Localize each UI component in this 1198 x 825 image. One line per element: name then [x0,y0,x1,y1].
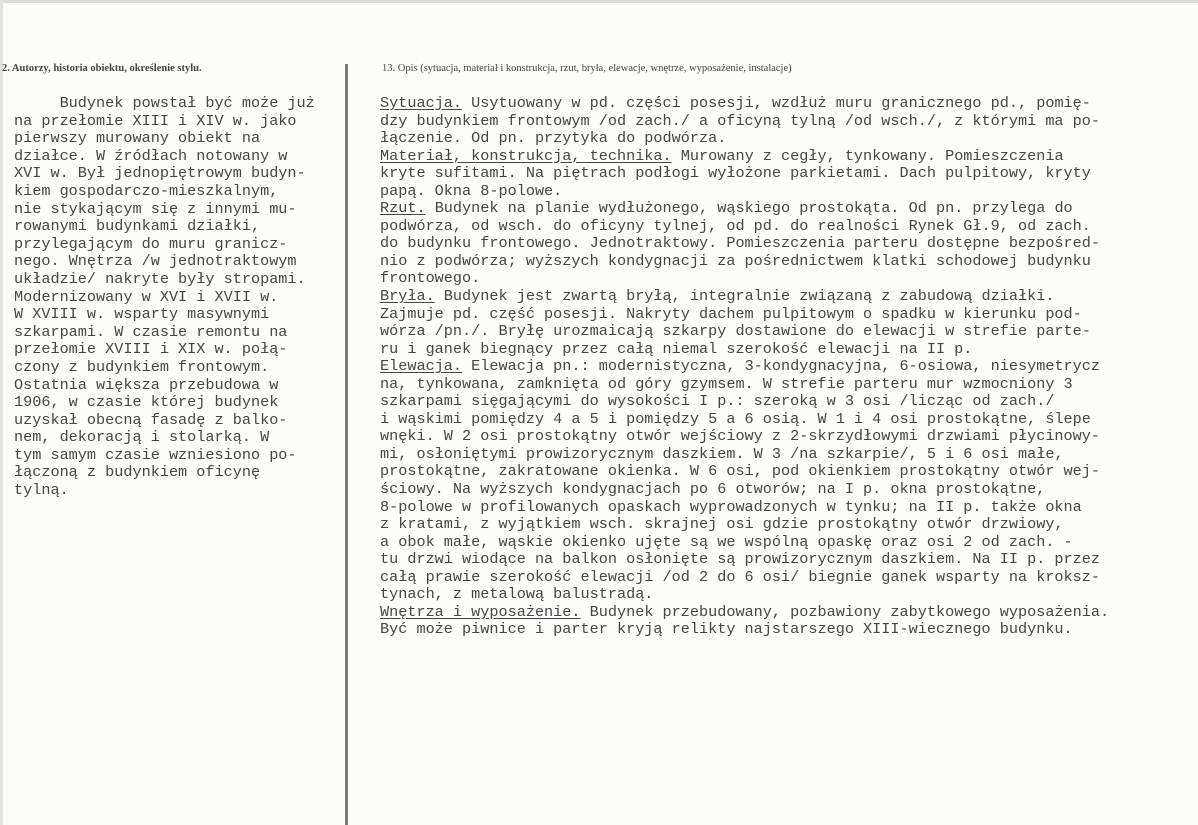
description-line [380,481,1195,499]
section-text: na, tynkowana, zamknięta od góry gzymsem. W strefie parteru mur wzmocniony 3 [380,374,1073,393]
section-heading: Materiał, konstrukcja, technika. [380,146,672,165]
history-text [14,95,344,500]
description-line [380,499,1195,517]
description-line [380,235,1195,253]
section-text: wnęki. W 2 osi prostokątny otwór wejściowy z 2-skrzydłowymi drzwiami płycinowy- [380,427,1101,446]
section-text: prostokątne, zakratowane okienka. W 6 osi, pod okienkiem prostokątny otwór wej- [380,462,1101,481]
history-line: czony z budynkiem frontowym. [14,357,270,376]
description-line [380,165,1195,183]
section-text: mi, osłoniętymi prowizorycznym daszkiem. W 3 /na szkarpie/, 5 i 6 osi małe, [380,444,1064,463]
description-line [380,516,1195,534]
section-text: szkarpami sięgającymi do wysokości I p.: szeroką w 3 osi /licząc od zach./ [380,392,1055,411]
history-line: rowanymi budynkami działki, [14,217,261,236]
section-text: z kratami, z wyjątkiem wsch. skrajnej osi gdzie prostokątny otwór drzwiowy, [380,515,1064,534]
description-line [380,183,1195,201]
description-line [380,393,1195,411]
section-text: wórza /pn./. Bryłę urozmaicają szkarpy dostawione do elewacji w strefie parte- [380,322,1091,341]
history-line: Modernizowany w XVI i XVII w. [14,287,279,306]
section-text: frontowego. [380,269,481,288]
section-heading: Bryła. [380,287,435,306]
description-line [380,586,1195,604]
description-line [380,376,1195,394]
description-line [380,341,1195,359]
description-line [380,534,1195,552]
section-text: ru i ganek biegnący przez całą niemal szerokość elewacji na II p. [380,339,973,358]
section-text: Budynek na planie wydłużonego, wąskiego prostokąta. Od pn. przylega do [425,199,1073,218]
description-line [380,95,1195,113]
description-text [380,95,1195,639]
description-line [380,218,1195,236]
section-heading: Rzut. [380,199,426,218]
left-column-header: 2. Autorzy, historia obiektu, określenie stylu. [2,63,202,74]
column-divider [345,64,348,825]
description-line [380,253,1195,271]
section-text: Budynek przebudowany, pozbawiony zabytkowego wyposażenia. [580,602,1110,621]
description-line [380,463,1195,481]
description-line [380,306,1195,324]
history-line: W XVIII w. wsparty masywnymi [14,305,270,324]
section-text: Być może piwnice i parter kryją relikty najstarszego XIII-wiecznego budynku. [380,620,1073,639]
section-text: Murowany z cegły, tynkowany. Pomieszczenia [671,146,1064,165]
section-text: a obok małe, wąskie okienko ujęte są we wspólną opaskę oraz osi 2 od zach. - [380,532,1073,551]
section-text: do budynku frontowego. Jednotraktowy. Pomieszczenia parteru dostępne bezpośred- [380,234,1101,253]
section-text: nio z podwórza; wyższych kondygnacji za pośrednictwem klatki schodowej budynku [380,251,1091,270]
history-line: 1906, w czasie której budynek [14,393,279,412]
section-text: Elewacja pn.: modernistyczna, 3-kondygnacyjna, 6-osiowa, niesymetrycz [462,357,1101,376]
history-line: łączoną z budynkiem oficynę [14,463,261,482]
page-edge-left [0,0,3,825]
section-text: łączenie. Od pn. przytyka do podwórza. [380,129,727,148]
history-line: układzie/ nakryte były stropami. [14,269,306,288]
history-line: Ostatnia większa przebudowa w [14,375,279,394]
history-line: uzyskał obecną fasadę z balko- [14,410,288,429]
section-text: Budynek jest zwartą bryłą, integralnie związaną z zabudową działki. [434,287,1055,306]
section-text: i wąskimi pomiędzy 4 a 5 i pomiędzy 5 a 6 osią. W 1 i 4 osi prostokątne, ślepe [380,409,1091,428]
description-line [380,551,1195,569]
section-text: podwórza, od wsch. do oficyny tylnej, od pd. do realności Rynek Gł.9, od zach. [380,216,1091,235]
section-text: Zajmuje pd. część posesji. Nakryty dachem pulpitowym o spadku w kierunku pod- [380,304,1082,323]
section-text: tynach, z metalową balustradą. [380,585,654,604]
history-line: pierwszy murowany obiekt na [14,129,261,148]
history-line: przylegającym do muru granicz- [14,234,288,253]
description-line [380,446,1195,464]
description-line [380,270,1195,288]
section-text: Usytuowany w pd. części posesji, wzdłuż muru granicznego pd., pomię- [462,94,1091,112]
history-line: działce. W źródłach notowany w [14,146,288,165]
section-text: 8-polowe w profilowanych opaskach wyprowadzonych w tynku; na II p. także okna [380,497,1082,516]
description-line [380,288,1195,306]
section-heading: Elewacja. [380,357,463,376]
description-line [380,411,1195,429]
history-line: nem, dekoracją i stolarką. W [14,428,270,447]
section-text: tu drzwi wiodące na balkon osłonięte są prowizorycznym daszkiem. Na II p. przez [380,550,1101,569]
history-line: tylną. [14,481,69,500]
section-heading: Sytuacja. [380,94,463,112]
section-text: dzy budynkiem frontowym /od zach./ a oficyną tylną /od wsch./, z którymi ma po- [380,111,1101,130]
history-line: szkarpami. W czasie remontu na [14,322,288,341]
description-line [380,358,1195,376]
section-text: ściowy. Na wyższych kondygnacjach po 6 otworów; na I p. okna prostokątne, [380,480,1046,499]
description-line [380,130,1195,148]
description-line [380,323,1195,341]
section-text: całą prawie szerokość elewacji /od 2 do 6 osi/ biegnie ganek wsparty na kroksz- [380,567,1101,586]
history-line: tym samym czasie wzniesiono po- [14,445,297,464]
right-column-header: 13. Opis (sytuacja, materiał i konstrukcja, rzut, bryła, elewacje, wnętrze, wyposażenie, instalacje) [382,63,792,74]
description-line [380,148,1195,166]
history-line: na przełomie XIII i XIV w. jako [14,111,297,130]
description-line [380,621,1195,639]
page-edge-top [0,0,1198,3]
history-line: przełomie XVIII i XIX w. połą- [14,340,288,359]
section-heading: Wnętrza i wyposażenie. [380,602,581,621]
history-line: kiem gospodarczo-mieszkalnym, [14,181,279,200]
section-text: kryte sufitami. Na piętrach podłogi wyłożone parkietami. Dach pulpitowy, kryty [380,164,1091,183]
history-line: nego. Wnętrza /w jednotraktowym [14,252,297,271]
description-line [380,113,1195,131]
history-line: nie stykającym się z innymi mu- [14,199,297,218]
history-line: Budynek powstał być może już [14,94,315,112]
section-text: papą. Okna 8-polowe. [380,181,563,200]
history-line: XVI w. Był jednopiętrowym budyn- [14,164,306,183]
description-line [380,200,1195,218]
description-line [380,428,1195,446]
description-line [380,604,1195,622]
description-line [380,569,1195,587]
